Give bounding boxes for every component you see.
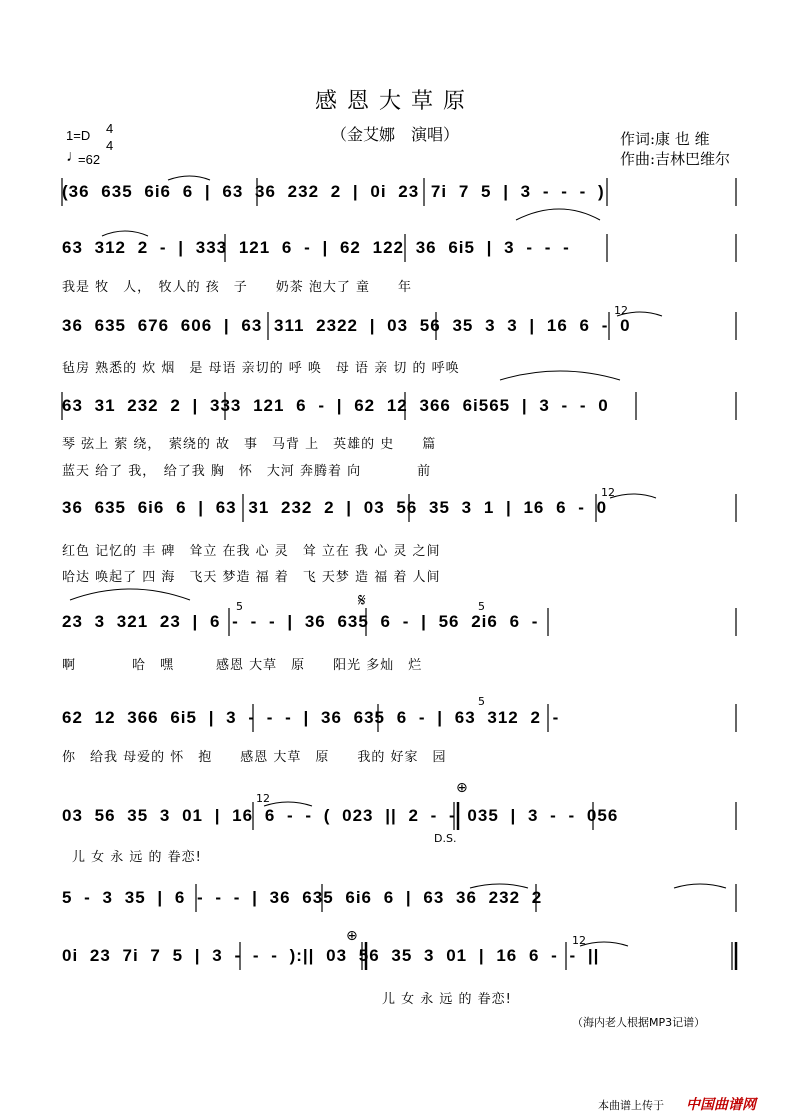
segno-icon: 𝄋 [358, 590, 366, 611]
lyric-line: 蓝天 给了 我， 给了我 胸 怀 大河 奔腾着 向 前 [62, 464, 432, 479]
lyric-line: 毡房 熟悉的 炊 烟 是 母语 亲切的 呼 唤 母 语 亲 切 的 呼唤 [62, 361, 460, 376]
transcription-note: （海内老人根据MP3记谱） [572, 1016, 706, 1029]
lyricist-credit: 作词:康 也 维 [620, 130, 710, 148]
coda-icon: ⊕ [346, 928, 358, 944]
lyric-line: 哈达 唤起了 四 海 飞天 梦造 福 着 飞 天梦 造 福 着 人间 [62, 570, 441, 585]
time-signature-top: 4 [106, 121, 114, 136]
composer-credit: 作曲:吉林巴维尔 [620, 150, 731, 168]
grace-note-mark: 5 [236, 600, 243, 613]
site-logo: 中国曲谱网 [686, 1097, 756, 1113]
notation-line: 63 312 2 - | 333 121 6 - | 62 122 36 6i5 | 3 - - - [62, 238, 570, 257]
notation-line: 62 12 366 6i5 | 3 - - - | 36 635 6 - | 63 312 2 - [62, 708, 560, 727]
lyric-line: 红色 记忆的 丰 碑 耸立 在我 心 灵 耸 立在 我 心 灵 之间 [62, 544, 441, 559]
notation-line: 63 31 232 2 | 333 121 6 - | 62 12 366 6i565 | 3 - - 0 [62, 396, 609, 415]
notation-line: 36 635 676 606 | 63 311 2322 | 03 56 35 3 3 | 16 6 - 0 [62, 316, 631, 335]
footer-text: 本曲谱上传于 [598, 1099, 664, 1112]
notation-line: 0i 23 7i 7 5 | 3 - - - ):|| 03 56 35 3 01 | 16 6 - - || [62, 946, 600, 965]
lyric-line: 你 给我 母爱的 怀 抱 感恩 大草 原 我的 好家 园 [62, 750, 447, 765]
notation-line: 23 3 321 23 | 6 - - - | 36 635 6 - | 56 2i6 6 - [62, 612, 539, 631]
grace-note-mark: 12 [256, 792, 270, 805]
tempo-value: =62 [78, 152, 101, 167]
lyric-line: 琴 弦上 萦 绕， 萦绕的 故 事 马背 上 英雄的 史 篇 [62, 437, 437, 452]
grace-note-mark: 12 [572, 934, 586, 947]
lyric-line: 儿 女 永 远 的 眷恋! [382, 992, 512, 1007]
time-signature-bottom: 4 [106, 138, 114, 153]
singer-credit: （金艾娜 演唱） [330, 125, 459, 144]
lyric-line: 我是 牧 人， 牧人的 孩 子 奶茶 泡大了 童 年 [62, 280, 413, 295]
quarter-note-icon: ♩ [66, 148, 82, 165]
ds-mark: D.S. [434, 832, 457, 845]
notation-line: 36 635 6i6 6 | 63 31 232 2 | 03 56 35 3 1 | 16 6 - 0 [62, 498, 608, 517]
lyric-line: 啊 哈 嘿 感恩 大草 原 阳光 多灿 烂 [62, 658, 423, 673]
grace-note-mark: 5 [478, 600, 485, 613]
grace-note-mark: 5 [478, 695, 485, 708]
grace-note-mark: 12 [614, 304, 628, 317]
notation-line: 03 56 35 3 01 | 16 6 - - ( 023 || 2 - - 035 | 3 - - 056 [62, 806, 619, 825]
song-title: 感恩大草原 [314, 89, 475, 114]
lyric-line: 儿 女 永 远 的 眷恋! [72, 850, 202, 865]
grace-note-mark: 12 [601, 486, 615, 499]
notation-line: 5 - 3 35 | 6 - - - | 36 635 6i6 6 | 63 36 232 2 [62, 888, 543, 907]
notation-line: (36 635 6i6 6 | 63 36 232 2 | 0i 23 7i 7 5 | 3 - - - ) [62, 182, 605, 201]
key-signature: 1=D [66, 128, 91, 143]
coda-icon: ⊕ [456, 780, 468, 796]
